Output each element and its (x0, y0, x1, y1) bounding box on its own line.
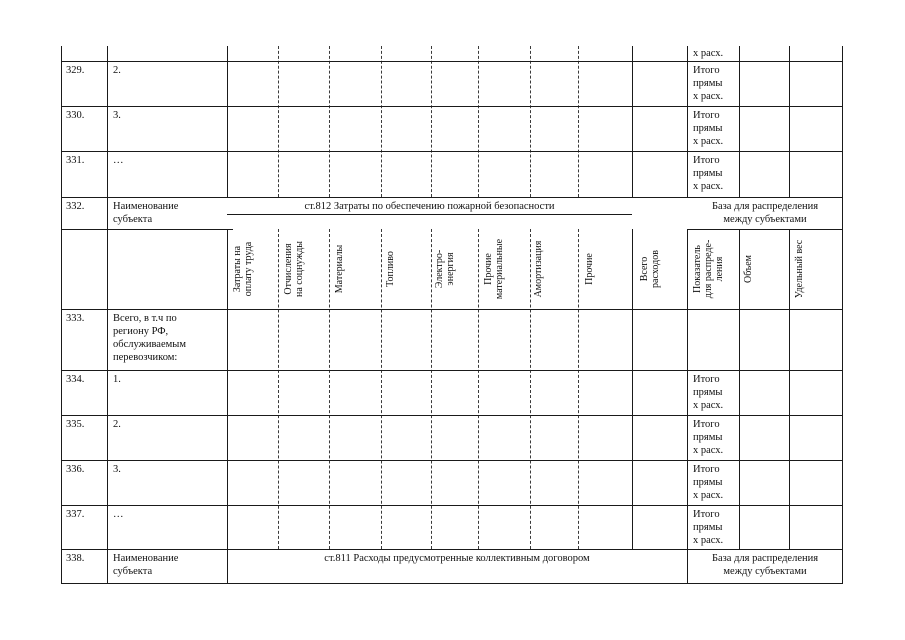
itogo-line: прямы (693, 168, 723, 179)
column-header: Топливо (385, 251, 396, 287)
base-title-line: База для распределения (711, 201, 819, 212)
column-divider (278, 46, 279, 197)
row-name: 2. (113, 65, 121, 76)
itogo-line: х расх. (693, 181, 724, 192)
subject-name-label (113, 200, 178, 226)
column-divider (278, 229, 279, 549)
itogo-line: Итого (693, 65, 720, 76)
row-number: 330. (66, 110, 85, 121)
row-number: 335. (66, 419, 85, 430)
table-border-left (61, 46, 62, 584)
section-title: ст.812 Затраты по обеспечению пожарной безопасности (304, 201, 555, 212)
column-divider (687, 46, 688, 197)
column-header: Показатель для распреде- ления (692, 239, 725, 299)
itogo-line: х расх. (693, 136, 724, 147)
itogo-line: прямы (693, 477, 723, 488)
row-name: … (113, 509, 124, 520)
row-number: 331. (66, 155, 85, 166)
row-number: 334. (66, 374, 85, 385)
itogo-line: Итого (693, 464, 720, 475)
column-header: Амортизация (533, 240, 544, 298)
itogo-line: х расх. (693, 535, 724, 546)
row-divider (61, 415, 843, 416)
column-header: Отчисления на соцнужды (283, 241, 305, 298)
itogo-line: х расх. (693, 490, 724, 501)
column-divider (789, 229, 790, 549)
column-divider (530, 46, 531, 197)
table-border-bottom (61, 583, 843, 584)
column-header: Электро- энергия (434, 249, 456, 289)
column-header: Прочие материальные (483, 238, 505, 300)
column-divider (431, 46, 432, 197)
column-divider (227, 46, 228, 197)
itogo-line: Итого (693, 374, 720, 385)
row-divider (61, 460, 843, 461)
itogo-line: х расх. (693, 91, 724, 102)
itogo-tail: х расх. (693, 48, 724, 59)
column-divider (739, 229, 740, 549)
row-divider (61, 197, 843, 198)
itogo-line: Итого (693, 419, 720, 430)
itogo-line: прямы (693, 387, 723, 398)
base-title-line: между субъектами (723, 566, 807, 577)
column-divider (329, 46, 330, 197)
itogo-line: х расх. (693, 400, 724, 411)
column-header: Объем (743, 255, 754, 283)
row-divider (227, 214, 632, 215)
row-divider (61, 61, 843, 62)
column-divider (687, 229, 688, 549)
column-divider (329, 229, 330, 549)
row-divider (61, 505, 843, 506)
base-title-line: База для распределения (711, 553, 819, 564)
row-name: … (113, 155, 124, 166)
column-divider (530, 229, 531, 549)
column-divider (431, 229, 432, 549)
row-number: 332. (66, 201, 85, 212)
column-divider (739, 46, 740, 197)
itogo-line: Итого (693, 155, 720, 166)
column-header: Материалы (334, 244, 345, 294)
row-number: 329. (66, 65, 85, 76)
column-divider (789, 46, 790, 197)
subject-name-line: Наименование (113, 553, 179, 564)
row-name: 3. (113, 110, 121, 121)
total-row-name: Всего, в т.ч по региону РФ, обслуживаемым перевозчиком: (113, 313, 186, 363)
row-name: 1. (113, 374, 121, 385)
itogo-line: Итого (693, 110, 720, 121)
row-number: 338. (66, 553, 85, 564)
itogo-line: прямы (693, 123, 723, 134)
itogo-line: Итого (693, 509, 720, 520)
row-divider (61, 370, 843, 371)
row-divider (61, 549, 843, 550)
itogo-label (693, 418, 739, 457)
itogo-line: прямы (693, 522, 723, 533)
column-divider (632, 46, 633, 197)
table-border-right (842, 46, 843, 584)
itogo-label (693, 373, 739, 412)
row-name: 3. (113, 464, 121, 475)
itogo-line: прямы (693, 432, 723, 443)
column-divider (478, 229, 479, 549)
itogo-label (693, 463, 739, 502)
row-number: 337. (66, 509, 85, 520)
column-header: Прочие (584, 253, 595, 285)
row-number: 336. (66, 464, 85, 475)
itogo-line: х расх. (693, 445, 724, 456)
subject-name-label (113, 552, 178, 578)
column-header: Удельный вес (794, 239, 805, 299)
row-name: 2. (113, 419, 121, 430)
column-divider (578, 229, 579, 549)
column-header: Всего расходов (639, 250, 661, 288)
base-title (687, 552, 843, 578)
subject-name-line: субъекта (113, 566, 153, 577)
column-divider (107, 46, 108, 584)
column-divider (381, 229, 382, 549)
itogo-label (693, 154, 739, 193)
column-divider (381, 46, 382, 197)
column-header: Затраты на оплату труда (232, 241, 254, 297)
subject-name-line: субъекта (113, 214, 153, 225)
base-title-line: между субъектами (723, 214, 807, 225)
column-divider (227, 229, 228, 549)
itogo-label (693, 109, 739, 148)
itogo-line: прямы (693, 78, 723, 89)
row-divider (61, 151, 843, 152)
section-title: ст.811 Расходы предусмотренные коллективным договором (324, 553, 590, 564)
itogo-label (693, 64, 739, 103)
row-number: 333. (66, 313, 85, 324)
itogo-label (693, 508, 739, 547)
column-divider (578, 46, 579, 197)
column-divider (632, 229, 633, 549)
row-divider (61, 106, 843, 107)
subject-name-line: Наименование (113, 201, 179, 212)
row-divider (61, 229, 233, 230)
column-divider (478, 46, 479, 197)
